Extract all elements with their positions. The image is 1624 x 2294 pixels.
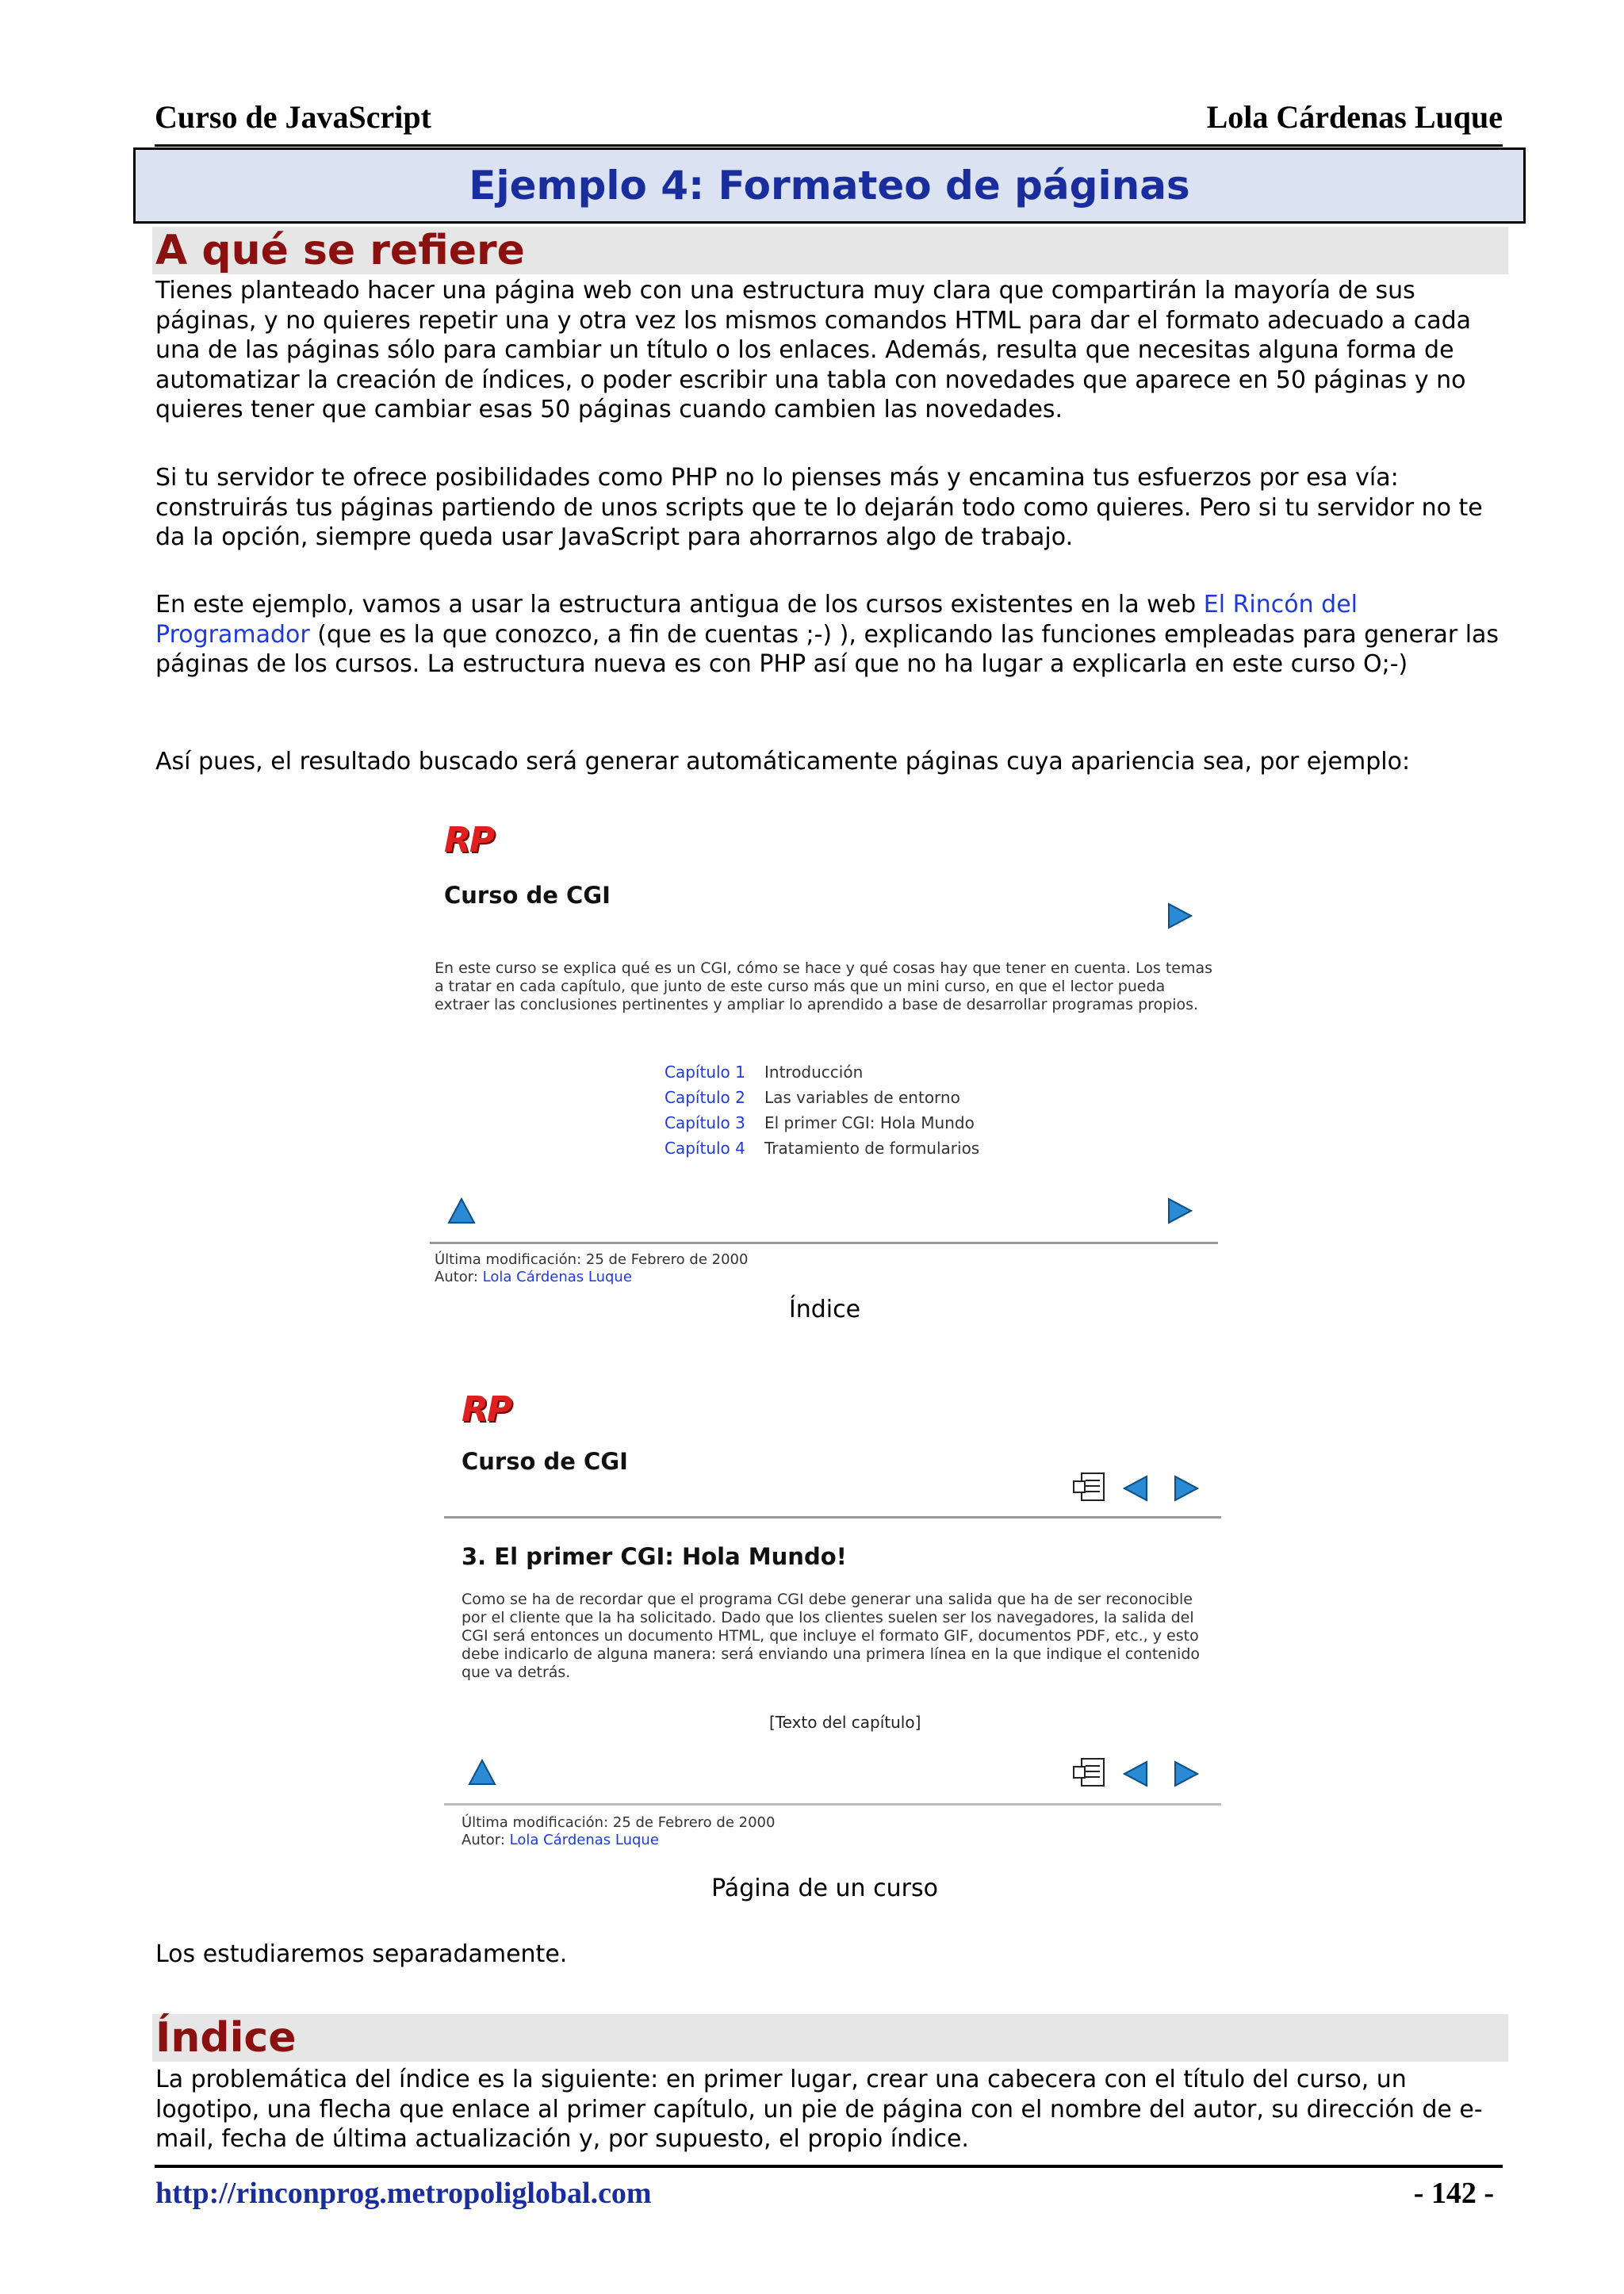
example-title-box [133, 147, 1526, 224]
rp-logo: RP [462, 1389, 511, 1430]
last-modified-line: Última modificación: 25 de Febrero de 2000 [435, 1251, 749, 1268]
right-arrow-icon[interactable] [1166, 1197, 1193, 1224]
screenshot-divider [430, 1242, 1218, 1244]
paragraph-4: Así pues, el resultado buscado será generar automáticamente páginas cuya apariencia sea, por ejemplo: [155, 748, 1411, 776]
chapter-body: Como se ha de recordar que el programa CGI debe generar una salida que ha de ser reconocible por el cliente que la ha solicitado. Dado que los clientes suelen ser los navegadores, la salida del CGI será entonces un documento HTML, que incluye el formato GIF, documentos PDF, etc., y esto debe indicarlo de alguna manera: será enviando una primera línea en la que indique el contenido que va detrás. [462, 1591, 1201, 1681]
chapter-row [665, 1059, 979, 1085]
footer-rule [155, 2165, 1503, 2168]
chapter-desc: Las variables de entorno [764, 1088, 960, 1107]
right-arrow-icon[interactable] [1166, 902, 1193, 929]
chapter-desc: Introducción [764, 1063, 864, 1082]
chapter-link[interactable]: Capítulo 1 [665, 1063, 745, 1082]
paragraph-1: Tienes planteado hacer una página web con una estructura muy clara que compartirán la mayoría de sus páginas, y no quieres repetir una y otra vez los mismos comandos HTML para dar el formato adecuado a cada una de las páginas sólo para cambiar un título o los enlaces. Además, resulta que necesitas alguna forma de automatizar la creación de índices, o poder escribir una tabla con novedades que aparece en 50 páginas y no quieres tener que cambiar esas 50 páginas cuando cambien las novedades. [155, 277, 1472, 423]
text-placeholder: [Texto del capítulo] [769, 1713, 921, 1732]
figure-caption-pagina-curso: Página de un curso [711, 1875, 938, 1902]
chapter-link[interactable]: Capítulo 4 [665, 1139, 745, 1158]
screenshot-course-title: Curso de CGI [462, 1448, 628, 1475]
chapter-desc: El primer CGI: Hola Mundo [764, 1113, 975, 1132]
paragraph-3-pre: En este ejemplo, vamos a usar la estructura antigua de los cursos existentes en la web [155, 591, 1204, 618]
paragraph-indice: La problemática del índice es la siguiente: en primer lugar, crear una cabecera con el título del curso, un logotipo, una flecha que enlace al primer capítulo, un pie de página con el nombre del autor, su dirección de e-mail, fecha de última actualización y, por supuesto, el propio índice. [155, 2066, 1483, 2153]
author-label: Autor: [435, 1269, 483, 1285]
author-line [462, 1832, 659, 1848]
paragraph-3 [155, 590, 1511, 680]
figure-caption-indice: Índice [788, 1296, 861, 1323]
page-header [155, 94, 1503, 147]
rp-logo: RP [444, 820, 494, 860]
up-arrow-icon[interactable] [468, 1759, 496, 1786]
header-author: Lola Cárdenas Luque [1206, 99, 1503, 135]
chapter-row [665, 1110, 979, 1136]
section-heading-text: A qué se refiere [155, 227, 525, 274]
chapter-list [665, 1059, 979, 1161]
paragraph-2: Si tu servidor te ofrece posibilidades como PHP no lo pienses más y encamina tus esfuerzos por esa vía: construirás tus páginas partiendo de unos scripts que te lo dejarán todo como quieres. Pero si tu servidor no te da la opción, siempre queda usar JavaScript para ahorrarnos algo de trabajo. [155, 464, 1483, 551]
right-arrow-icon[interactable] [1172, 1475, 1199, 1502]
index-page-screenshot [428, 817, 1221, 1285]
section-heading-que-se-refiere [152, 227, 1508, 274]
page-number: - 142 - [1413, 2177, 1494, 2210]
example-title: Ejemplo 4: Formateo de páginas [469, 163, 1190, 209]
author-label: Autor: [462, 1832, 510, 1848]
index-icon[interactable] [1072, 1470, 1107, 1503]
footer-url-link[interactable]: http://rinconprog.metropoliglobal.com [155, 2177, 652, 2210]
last-modified-line: Última modificación: 25 de Febrero de 2000 [462, 1814, 776, 1831]
section-heading-text: Índice [155, 2014, 297, 2062]
rincon-programador-link[interactable]: El Rincón del Programador [155, 591, 1358, 649]
paragraph-5: Los estudiaremos separadamente. [155, 1940, 568, 1968]
screenshot-intro: En este curso se explica qué es un CGI, cómo se hace y qué cosas hay que tener en cuenta. Los temas a tratar en cada capítulo, que junto de este curso más que un mini curso, en que el lector pueda extraer las conclusiones pertinentes y ampliar lo aprendido a base de desarrollar programas propios. [435, 959, 1213, 1013]
chapter-link[interactable]: Capítulo 2 [665, 1088, 745, 1107]
section-heading-indice [152, 2014, 1508, 2062]
chapter-row [665, 1085, 979, 1110]
up-arrow-icon[interactable] [447, 1197, 476, 1224]
author-link[interactable]: Lola Cárdenas Luque [509, 1832, 659, 1848]
chapter-desc: Tratamiento de formularios [764, 1139, 980, 1158]
screenshot-divider [444, 1803, 1221, 1806]
author-line [435, 1269, 632, 1285]
chapter-link[interactable]: Capítulo 3 [665, 1113, 745, 1132]
right-arrow-icon[interactable] [1172, 1760, 1199, 1787]
screenshot-divider [444, 1516, 1221, 1518]
author-link[interactable]: Lola Cárdenas Luque [482, 1269, 632, 1285]
screenshot-course-title: Curso de CGI [444, 882, 611, 909]
paragraph-3-post: (que es la que conozco, a fin de cuentas ;-) ), explicando las funciones empleadas para generar las páginas de los cursos. La estructura nueva es con PHP así que no ha lugar a explicarla en este curso O;-) [155, 620, 1500, 678]
left-arrow-icon[interactable] [1123, 1475, 1150, 1502]
course-page-screenshot [444, 1386, 1229, 1862]
left-arrow-icon[interactable] [1123, 1760, 1150, 1787]
chapter-title: 3. El primer CGI: Hola Mundo! [462, 1543, 847, 1570]
header-course-title: Curso de JavaScript [155, 99, 431, 135]
index-icon[interactable] [1072, 1756, 1107, 1789]
chapter-row [665, 1136, 979, 1161]
